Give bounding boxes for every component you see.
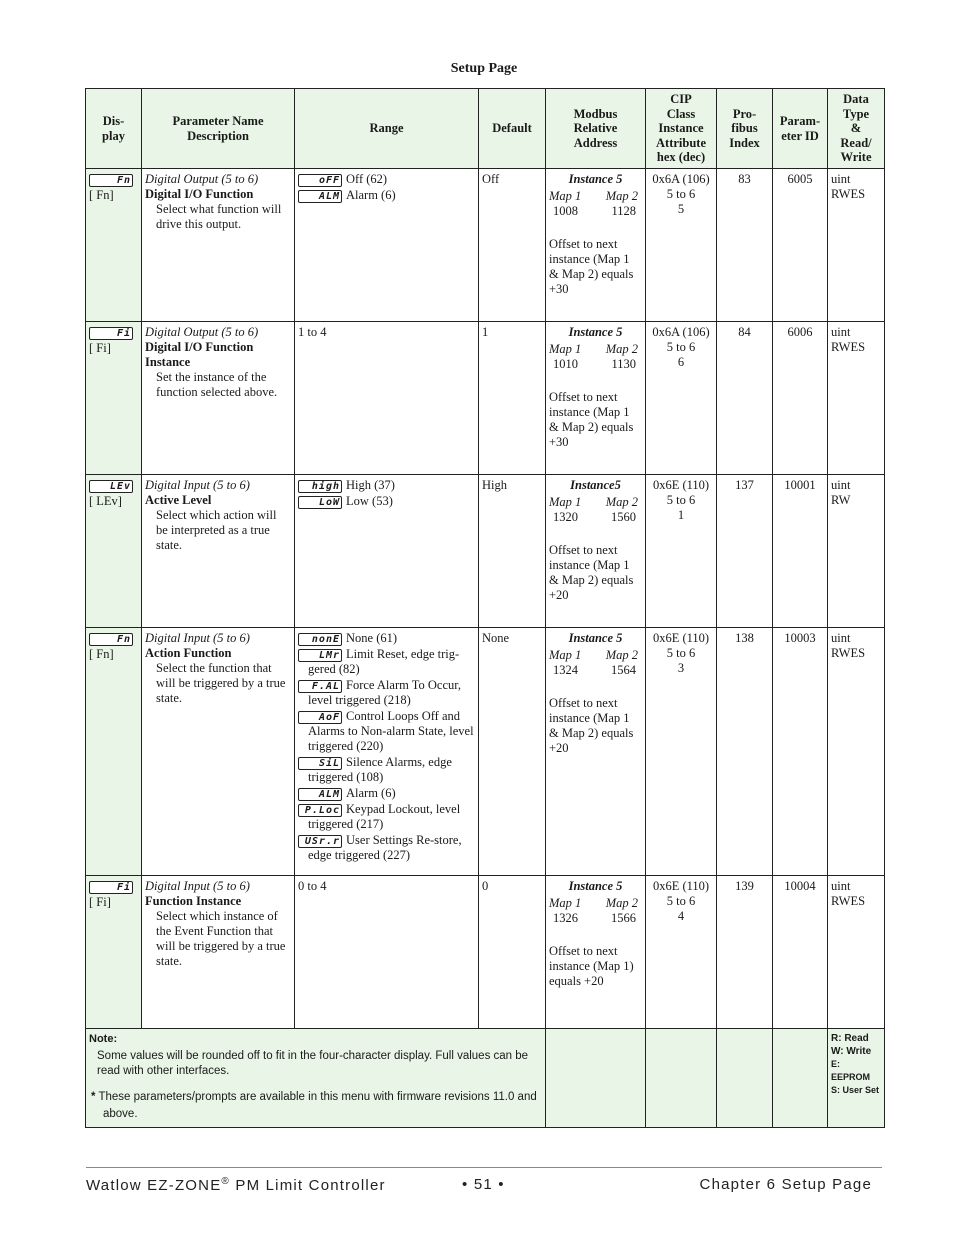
parameter-description: Select what function will drive this output. xyxy=(156,202,282,231)
parameter-cell xyxy=(142,628,295,876)
cip-cell: 0x6E (110) 5 to 6 4 xyxy=(646,876,717,1029)
map2-label: Map 2 xyxy=(605,896,638,910)
prompt-text: [ Fn] xyxy=(89,647,114,661)
prompt-text: [ LEv] xyxy=(89,494,122,508)
parameter-description: Set the instance of the function selected above. xyxy=(156,370,278,399)
parameter-description: Select the function that will be triggered by a true state. xyxy=(156,661,286,705)
modbus-cell xyxy=(546,628,646,876)
range-option-text: High (37) xyxy=(346,478,395,492)
table-row xyxy=(86,876,885,1029)
modbus-cell xyxy=(546,169,646,322)
table-row xyxy=(86,628,885,876)
cip-cell: 0x6A (106) 5 to 6 6 xyxy=(646,322,717,475)
parameter-name: Digital I/O Function xyxy=(145,187,254,201)
range-option xyxy=(298,647,475,677)
legend-write: W: Write xyxy=(831,1046,872,1057)
table-header-row xyxy=(86,89,885,169)
lcd-option: F.AL xyxy=(298,680,342,693)
legend-user-set: S: User Set xyxy=(831,1085,880,1095)
range-option-text: Off (62) xyxy=(346,172,388,186)
note-firmware-text: These parameters/prompts are available in this menu with firmware revisions 11.0 and above. xyxy=(98,1091,537,1120)
header-default: Default xyxy=(479,89,546,169)
prompt-text: [ Fi] xyxy=(89,341,111,355)
header-parameter: Parameter Name Description xyxy=(142,89,295,169)
parameter-category: Digital Output (5 to 6) xyxy=(145,325,259,339)
map2-label: Map 2 xyxy=(605,342,638,356)
data-type-cell: uint RWES xyxy=(828,628,885,876)
range-cell xyxy=(295,628,479,876)
lcd-option: high xyxy=(298,480,342,493)
note-firmware xyxy=(89,1089,542,1123)
range-option xyxy=(298,755,475,785)
default-cell: High xyxy=(479,475,546,628)
registered-mark: ® xyxy=(221,1176,230,1187)
data-type-cell: uint RWES xyxy=(828,169,885,322)
range-option-text: Low (53) xyxy=(346,494,393,508)
modbus-cell xyxy=(546,322,646,475)
map1-label: Map 1 xyxy=(549,189,582,203)
parameter-cell xyxy=(142,169,295,322)
header-data-type: Data Type & Read/ Write xyxy=(828,89,885,169)
modbus-map-labels xyxy=(549,896,642,911)
display-cell xyxy=(86,322,142,475)
modbus-map-values xyxy=(549,663,642,678)
profibus-cell: 139 xyxy=(717,876,773,1029)
lcd-option: USr.r xyxy=(298,835,342,848)
header-profibus: Pro- fibus Index xyxy=(717,89,773,169)
display-cell xyxy=(86,876,142,1029)
parameter-category: Digital Output (5 to 6) xyxy=(145,172,259,186)
map2-value: 1128 xyxy=(611,204,636,218)
lcd-option: nonE xyxy=(298,633,342,646)
range-option xyxy=(298,786,475,801)
range-option xyxy=(298,631,475,646)
modbus-offset: Offset to next instance (Map 1 & Map 2) equals +20 xyxy=(549,696,634,755)
range-option xyxy=(298,709,475,754)
range-text: 0 to 4 xyxy=(298,879,327,893)
modbus-instance: Instance 5 xyxy=(568,172,623,186)
map1-value: 1010 xyxy=(553,357,578,371)
lcd-prompt: Fi xyxy=(89,881,133,894)
parameter-category: Digital Input (5 to 6) xyxy=(145,631,250,645)
setup-parameter-table xyxy=(85,88,885,1128)
prompt-text: [ Fi] xyxy=(89,895,111,909)
modbus-offset: Offset to next instance (Map 1 & Map 2) equals +30 xyxy=(549,390,634,449)
modbus-offset: Offset to next instance (Map 1 & Map 2) equals +30 xyxy=(549,237,634,296)
data-type-cell: uint RWES xyxy=(828,322,885,475)
modbus-map-labels xyxy=(549,648,642,663)
modbus-instance: Instance 5 xyxy=(568,879,623,893)
map1-label: Map 1 xyxy=(549,342,582,356)
lcd-prompt: LEv xyxy=(89,480,133,493)
modbus-map-labels xyxy=(549,495,642,510)
map1-label: Map 1 xyxy=(549,648,582,662)
range-option-text: Control Loops Off and Alarms to Non-alarm State, level triggered (220) xyxy=(308,709,474,753)
lcd-option: AoF xyxy=(298,711,342,724)
footer-product-name xyxy=(86,1176,386,1194)
lcd-option: SiL xyxy=(298,757,342,770)
cip-cell: 0x6E (110) 5 to 6 3 xyxy=(646,628,717,876)
map1-label: Map 1 xyxy=(549,495,582,509)
range-option xyxy=(298,188,475,203)
profibus-cell: 138 xyxy=(717,628,773,876)
profibus-cell: 84 xyxy=(717,322,773,475)
legend-read: R: Read xyxy=(831,1033,869,1044)
note-title: Note: xyxy=(89,1033,118,1045)
range-option xyxy=(298,802,475,832)
map2-label: Map 2 xyxy=(605,495,638,509)
range-option-text: User Settings Re-store, edge triggered (227) xyxy=(308,833,462,862)
footer-divider xyxy=(86,1167,882,1168)
lcd-prompt: Fi xyxy=(89,327,133,340)
modbus-map-values xyxy=(549,357,642,372)
default-cell: 0 xyxy=(479,876,546,1029)
lcd-option: oFF xyxy=(298,174,342,187)
parameter-cell xyxy=(142,322,295,475)
range-text: 1 to 4 xyxy=(298,325,327,339)
range-option-text: Silence Alarms, edge triggered (108) xyxy=(308,755,452,784)
parameter-id-cell: 6006 xyxy=(773,322,828,475)
range-cell xyxy=(295,322,479,475)
display-cell xyxy=(86,475,142,628)
data-type-cell: uint RW xyxy=(828,475,885,628)
modbus-map-labels xyxy=(549,342,642,357)
note-text: Some values will be rounded off to fit in the four-character display. Full values can be read with other interfaces. xyxy=(97,1050,529,1077)
modbus-map-values xyxy=(549,204,642,219)
parameter-id-cell: 10003 xyxy=(773,628,828,876)
map2-value: 1566 xyxy=(611,911,636,925)
lcd-option: LoW xyxy=(298,496,342,509)
default-cell: None xyxy=(479,628,546,876)
range-cell xyxy=(295,475,479,628)
note-cell xyxy=(86,1029,546,1128)
range-option-text: Limit Reset, edge trig-gered (82) xyxy=(308,647,460,676)
footer-brand: Watlow EZ-ZONE xyxy=(86,1177,222,1194)
range-option-text: Alarm (6) xyxy=(346,786,396,800)
range-option-text: Keypad Lockout, level triggered (217) xyxy=(308,802,461,831)
map1-value: 1320 xyxy=(553,510,578,524)
note-blank xyxy=(646,1029,717,1128)
profibus-cell: 137 xyxy=(717,475,773,628)
map2-label: Map 2 xyxy=(605,648,638,662)
parameter-id-cell: 10004 xyxy=(773,876,828,1029)
map1-label: Map 1 xyxy=(549,896,582,910)
modbus-offset: Offset to next instance (Map 1 & Map 2) equals +20 xyxy=(549,543,634,602)
range-option xyxy=(298,494,475,509)
page-number: • 51 • xyxy=(462,1176,505,1193)
display-cell xyxy=(86,628,142,876)
parameter-name: Function Instance xyxy=(145,894,242,908)
footer-model: PM Limit Controller xyxy=(230,1177,386,1194)
header-range: Range xyxy=(295,89,479,169)
rw-legend xyxy=(828,1029,885,1128)
cip-cell: 0x6A (106) 5 to 6 5 xyxy=(646,169,717,322)
map2-value: 1564 xyxy=(611,663,636,677)
range-option xyxy=(298,478,475,493)
modbus-instance: Instance5 xyxy=(570,478,621,492)
range-option-text: None (61) xyxy=(346,631,398,645)
modbus-map-values xyxy=(549,911,642,926)
lcd-option: P.Loc xyxy=(298,804,342,817)
data-type-cell: uint RWES xyxy=(828,876,885,1029)
range-option xyxy=(298,172,475,187)
note-blank xyxy=(546,1029,646,1128)
range-option xyxy=(298,678,475,708)
modbus-offset: Offset to next instance (Map 1) equals +20 xyxy=(549,944,634,988)
range-option-text: Alarm (6) xyxy=(346,188,396,202)
parameter-category: Digital Input (5 to 6) xyxy=(145,478,250,492)
lcd-prompt: Fn xyxy=(89,633,133,646)
map1-value: 1326 xyxy=(553,911,578,925)
lcd-option: LMr xyxy=(298,649,342,662)
cip-cell: 0x6E (110) 5 to 6 1 xyxy=(646,475,717,628)
note-blank xyxy=(717,1029,773,1128)
default-cell: 1 xyxy=(479,322,546,475)
map2-value: 1560 xyxy=(611,510,636,524)
table-row xyxy=(86,169,885,322)
parameter-name: Action Function xyxy=(145,646,232,660)
parameter-name: Digital I/O Function Instance xyxy=(145,340,254,369)
prompt-text: [ Fn] xyxy=(89,188,114,202)
modbus-map-values xyxy=(549,510,642,525)
asterisk-mark: * xyxy=(91,1091,96,1103)
modbus-instance: Instance 5 xyxy=(568,631,623,645)
lcd-option: ALM xyxy=(298,190,342,203)
footer-chapter: Chapter 6 Setup Page xyxy=(699,1176,872,1193)
modbus-map-labels xyxy=(549,189,642,204)
parameter-id-cell: 10001 xyxy=(773,475,828,628)
range-option xyxy=(298,833,475,863)
modbus-instance: Instance 5 xyxy=(568,325,623,339)
parameter-id-cell: 6005 xyxy=(773,169,828,322)
header-parameter-id: Param- eter ID xyxy=(773,89,828,169)
map2-value: 1130 xyxy=(611,357,636,371)
parameter-description: Select which instance of the Event Function that will be triggered by a true state. xyxy=(156,909,286,968)
profibus-cell: 83 xyxy=(717,169,773,322)
parameter-description: Select which action will be interpreted as a true state. xyxy=(156,508,277,552)
lcd-option: ALM xyxy=(298,788,342,801)
table-row xyxy=(86,475,885,628)
lcd-prompt: Fn xyxy=(89,174,133,187)
header-cip: CIP Class Instance Attribute hex (dec) xyxy=(646,89,717,169)
range-cell xyxy=(295,876,479,1029)
legend-eeprom: E: EEPROM xyxy=(831,1059,871,1082)
note-row xyxy=(86,1029,885,1128)
parameter-cell xyxy=(142,475,295,628)
map1-value: 1008 xyxy=(553,204,578,218)
parameter-cell xyxy=(142,876,295,1029)
range-option-text: Force Alarm To Occur, level triggered (218) xyxy=(308,678,462,707)
modbus-cell xyxy=(546,876,646,1029)
range-cell xyxy=(295,169,479,322)
page-title: Setup Page xyxy=(450,61,518,76)
map1-value: 1324 xyxy=(553,663,578,677)
default-cell: Off xyxy=(479,169,546,322)
note-blank xyxy=(773,1029,828,1128)
parameter-name: Active Level xyxy=(145,493,212,507)
header-display: Dis- play xyxy=(86,89,142,169)
parameter-category: Digital Input (5 to 6) xyxy=(145,879,250,893)
display-cell xyxy=(86,169,142,322)
modbus-cell xyxy=(546,475,646,628)
map2-label: Map 2 xyxy=(605,189,638,203)
header-modbus: Modbus Relative Address xyxy=(546,89,646,169)
table-row xyxy=(86,322,885,475)
